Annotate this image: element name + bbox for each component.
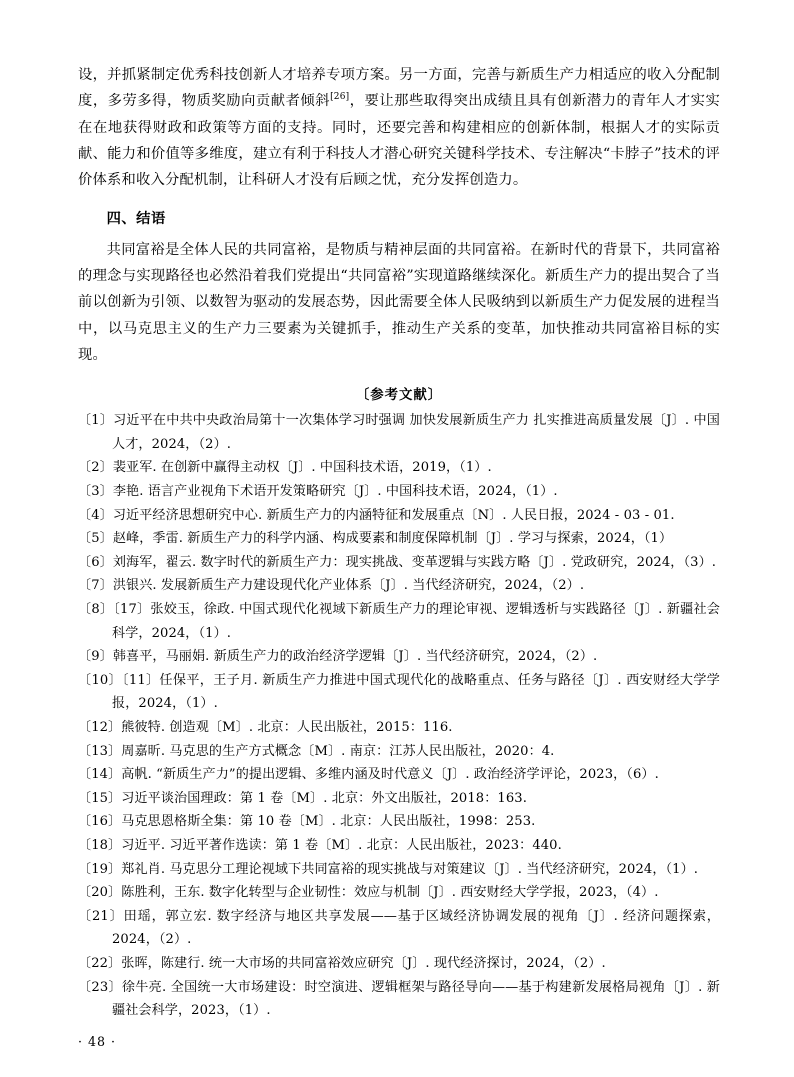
list-item: 〔9〕韩喜平，马丽娟. 新质生产力的政治经济学逻辑〔J〕. 当代经济研究，2024，（2）. [78, 649, 598, 665]
list-item: 〔3〕李艳. 语言产业视角下术语开发策略研究〔J〕. 中国科技术语，2024，（1）. [78, 484, 558, 500]
list-item: 〔10〕〔11〕任保平，王子月. 新质生产力推进中国式现代化的战略重点、任务与路径〔J〕. 西安财经大学学报，2024，（1）. [78, 672, 720, 712]
list-item: 〔1〕习近平在中共中央政治局第十一次集体学习时强调 加快发展新质生产力 扎实推进高质量发展〔J〕. 中国人才，2024，（2）. [78, 413, 720, 452]
footnote-marker-26: [26] [330, 92, 350, 103]
paragraph-continuation [78, 62, 720, 193]
list-item: 〔13〕周嘉昕. 马克思的生产方式概念〔M〕. 南京：江苏人民出版社，2020：4. [78, 743, 555, 759]
page-number: · 48 · [78, 1034, 117, 1049]
list-item: 〔12〕熊彼特. 创造观〔M〕. 北京：人民出版社，2015：116. [78, 719, 453, 735]
list-item: 〔23〕徐牛亮. 全国统一大市场建设：时空演进、逻辑框架与路径导向——基于构建新发展格局视角〔J〕. 新疆社会科学，2023，（1）. [78, 979, 720, 1019]
list-item: 〔4〕习近平经济思想研究中心. 新质生产力的内涵特征和发展重点〔N〕. 人民日报，2024 - 03 - 01. [78, 507, 675, 523]
list-item: 〔20〕陈胜利，王东. 数字化转型与企业韧性：效应与机制〔J〕. 西安财经大学学报，2023，（4）. [78, 885, 659, 901]
list-item: 〔22〕张晖，陈建行. 统一大市场的共同富裕效应研究〔J〕. 现代经济探讨，2024，（2）. [78, 955, 606, 971]
list-item: 〔8〕〔17〕张姣玉，徐政. 中国式现代化视域下新质生产力的理论审视、逻辑透析与实践路径〔J〕. 新疆社会科学，2024，（1）. [78, 602, 720, 641]
list-item: 〔18〕习近平. 习近平著作选读：第 1 卷〔M〕. 北京：人民出版社，2023：440. [78, 837, 562, 853]
list-item: 〔7〕洪银兴. 发展新质生产力建设现代化产业体系〔J〕. 当代经济研究，2024，（2）. [78, 578, 585, 594]
list-item: 〔19〕郑礼肖. 马克思分工理论视域下共同富裕的现实挑战与对策建议〔J〕. 当代经济研究，2024，（1）. [78, 861, 699, 877]
section-heading-conclusion: 四、结语 [106, 211, 166, 228]
list-item: 〔21〕田瑶，郭立宏. 数字经济与地区共享发展——基于区域经济协调发展的视角〔J〕. 经济问题探索，2024，（2）. [78, 908, 720, 948]
list-item: 〔2〕裴亚军. 在创新中赢得主动权〔J〕. 中国科技术语，2019，（1）. [78, 460, 492, 476]
list-item: 〔15〕习近平谈治国理政：第 1 卷〔M〕. 北京：外文出版社，2018：163. [78, 790, 527, 806]
list-item: 〔6〕刘海军，翟云. 数字时代的新质生产力：现实挑战、变革逻辑与实践方略〔J〕. 党政研究，2024，（3）. [78, 554, 717, 570]
paragraph-1-text: 设，并抓紧制定优秀科技创新人才培养专项方案。另一方面，完善与新质生产力相适应的收入分配制度，多劳多得，物质奖励向贡献者倾斜 [78, 67, 720, 110]
list-item: 〔16〕马克思恩格斯全集：第 10 卷〔M〕. 北京：人民出版社，1998：253. [78, 814, 536, 830]
paragraph-conclusion: 共同富裕是全体人民的共同富裕，是物质与精神层面的共同富裕。在新时代的背景下，共同富裕的理念与实现路径也必然沿着我们党提出“共同富裕”实现道路继续深化。新质生产力的提出契合了当前以创新为引领、以数智为驱动的发展态势，因此需要全体人民吸纳到以新质生产力促发展的进程当中，以马克思主义的生产力三要素为关键抓手，推动生产关系的变革，加快推动共同富裕目标的实现。 [78, 241, 720, 363]
paragraph-1-continued: ，要让那些取得突出成绩且具有创新潜力的青年人才实实在在地获得财政和政策等方面的支持。同时，还要完善和构建相应的创新体制，根据人才的实际贡献、能力和价值等多维度，建立有利于科技人才潜心研究关键科学技术、专注解决“卡脖子”技术的评价体系和收入分配机制，让科研人才没有后顾之忧，充分发挥创造力。 [78, 93, 721, 189]
references-title: 〔参考文献〕 [355, 388, 443, 404]
list-item: 〔14〕高帆. “新质生产力”的提出逻辑、多维内涵及时代意义〔J〕. 政治经济学评论，2023，（6）. [78, 767, 659, 783]
list-item: 〔5〕赵峰，季雷. 新质生产力的科学内涵、构成要素和制度保障机制〔J〕. 学习与探索，2024，（1） [78, 531, 673, 547]
references-list [78, 409, 720, 1022]
references-title-wrapper [78, 384, 720, 403]
